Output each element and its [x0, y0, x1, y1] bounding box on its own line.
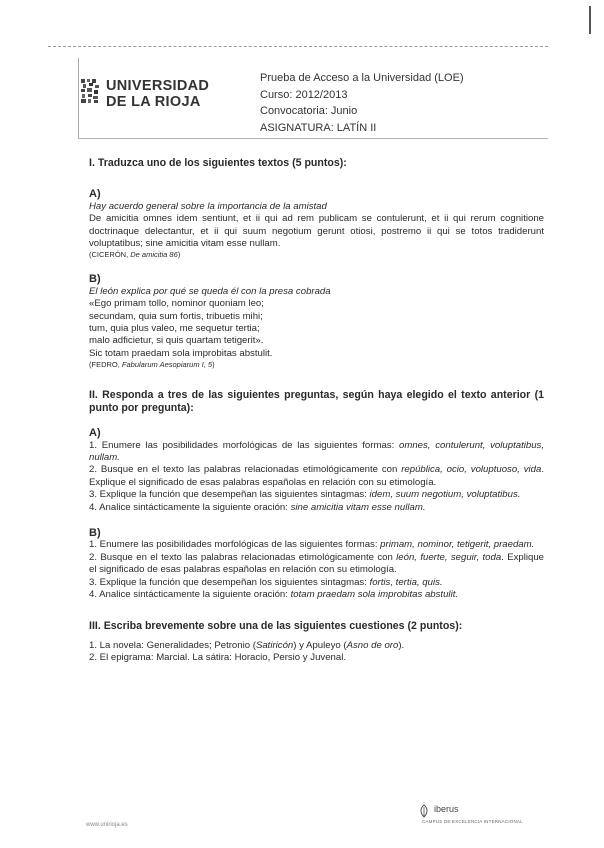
questions-a-label: A)	[89, 427, 101, 440]
exam-title: Prueba de Acceso a la Universidad (LOE)	[260, 72, 464, 84]
topic-1: 1. La novela: Generalidades; Petronio (Satiricón) y Apuleyo (Asno de oro).	[89, 639, 405, 651]
top-divider	[48, 46, 548, 47]
university-name	[106, 78, 209, 110]
question-a-3: 3. Explique la función que desempeñan las siguientes sintagmas: idem, suum negotium, voluptatibus.	[89, 489, 521, 501]
question-b-3: 3. Explique la función que desempeñan los siguientes sintagmas: fortis, tertia, quis.	[89, 576, 443, 588]
topic-2: 2. El epigrama: Marcial. La sátira: Horacio, Persio y Juvenal.	[89, 652, 347, 664]
text-b-line: «Ego primam tollo, nominor quoniam leo;	[89, 298, 264, 310]
header-bottom-rule	[78, 138, 548, 139]
university-line-1: UNIVERSIDAD	[106, 78, 210, 94]
text-b-line: Sic totam praedam sola improbitas abstulit.	[89, 347, 273, 359]
text-b-line: malo adficietur, si quis quartam tetigerit».	[89, 335, 264, 347]
question-a-2: 2. Busque en el texto las palabras relacionadas etimológicamente con república, ocio, voluptuoso, vida. Explique el significado de esas palabras españolas en relación con su etimología.	[89, 464, 544, 488]
question-a-4: 4. Analice sintácticamente la siguiente oración: sine amicitia vitam esse nullam.	[89, 501, 426, 513]
text-b-source: (FEDRO, Fabularum Aesopiarum I, 5)	[89, 360, 215, 370]
university-line-2: DE LA RIOJA	[106, 94, 201, 110]
subject-name: ASIGNATURA: LATÍN II	[260, 121, 377, 134]
question-a-1: 1. Enumere las posibilidades morfológicas de las siguientes formas: omnes, contulerunt, voluptatibus, nullam.	[89, 439, 544, 463]
scan-edge-mark	[589, 6, 591, 34]
part3-title: III. Escriba brevemente sobre una de las siguientes cuestiones (2 puntos):	[89, 620, 463, 633]
exam-content	[89, 157, 544, 665]
question-b-1: 1. Enumere las posibilidades morfológicas de las siguientes formas: primam, nominor, tetigerit, praedam.	[89, 539, 535, 551]
text-a-heading: Hay acuerdo general sobre la importancia de la amistad	[89, 200, 327, 212]
text-b-line: tum, quia plus valeo, me sequetur tertia;	[89, 323, 260, 335]
part1-title: I. Traduzca uno de los siguientes textos (5 puntos):	[89, 157, 347, 169]
university-logo-icon	[80, 78, 100, 104]
course-year: Curso: 2012/2013	[260, 88, 348, 101]
text-b-label: B)	[89, 273, 101, 286]
text-a-label: A)	[89, 188, 101, 201]
question-b-2: 2. Busque en el texto las palabras relacionadas etimológicamente con león, fuerte, seguir, toda. Explique el significado de esas palabras españolas en relación con su etimología.	[89, 551, 544, 576]
exam-header	[260, 70, 464, 136]
text-b-heading: El león explica por qué se queda él con la presa cobrada	[89, 285, 331, 297]
iberus-leaf-icon	[418, 804, 430, 818]
part2-title: II. Responda a tres de las siguientes preguntas, según haya elegido el texto anterior (1 punto por pregunta):	[89, 389, 544, 414]
exam-session: Convocatoria: Junio	[260, 105, 358, 117]
text-b-line: secundam, quia sum fortis, tribuetis mihi;	[89, 310, 263, 322]
text-a-source: (CICERÓN, De amicitia 86)	[89, 250, 181, 260]
iberus-tagline: CAMPUS DE EXCELENCIA INTERNACIONAL	[422, 819, 523, 824]
footer-url: www.unirioja.es	[86, 822, 128, 828]
questions-b-label: B)	[89, 526, 101, 539]
text-a-body: De amicitia omnes idem sentiunt, et ii qui ad rem publicam se contulerunt, et ii qui rerum cognitione doctrinaque delectantur, et ii qui suum negotium gerunt otiosi, postremo ii qui se totos tradiderunt voluptatibus; sine amicitia vitam esse nullam.	[89, 213, 544, 250]
iberus-brand: iberus	[434, 804, 459, 814]
header-vertical-rule	[78, 58, 79, 138]
question-b-4: 4. Analice sintácticamente la siguiente oración: totam praedam sola improbitas abstulit.	[89, 588, 459, 600]
